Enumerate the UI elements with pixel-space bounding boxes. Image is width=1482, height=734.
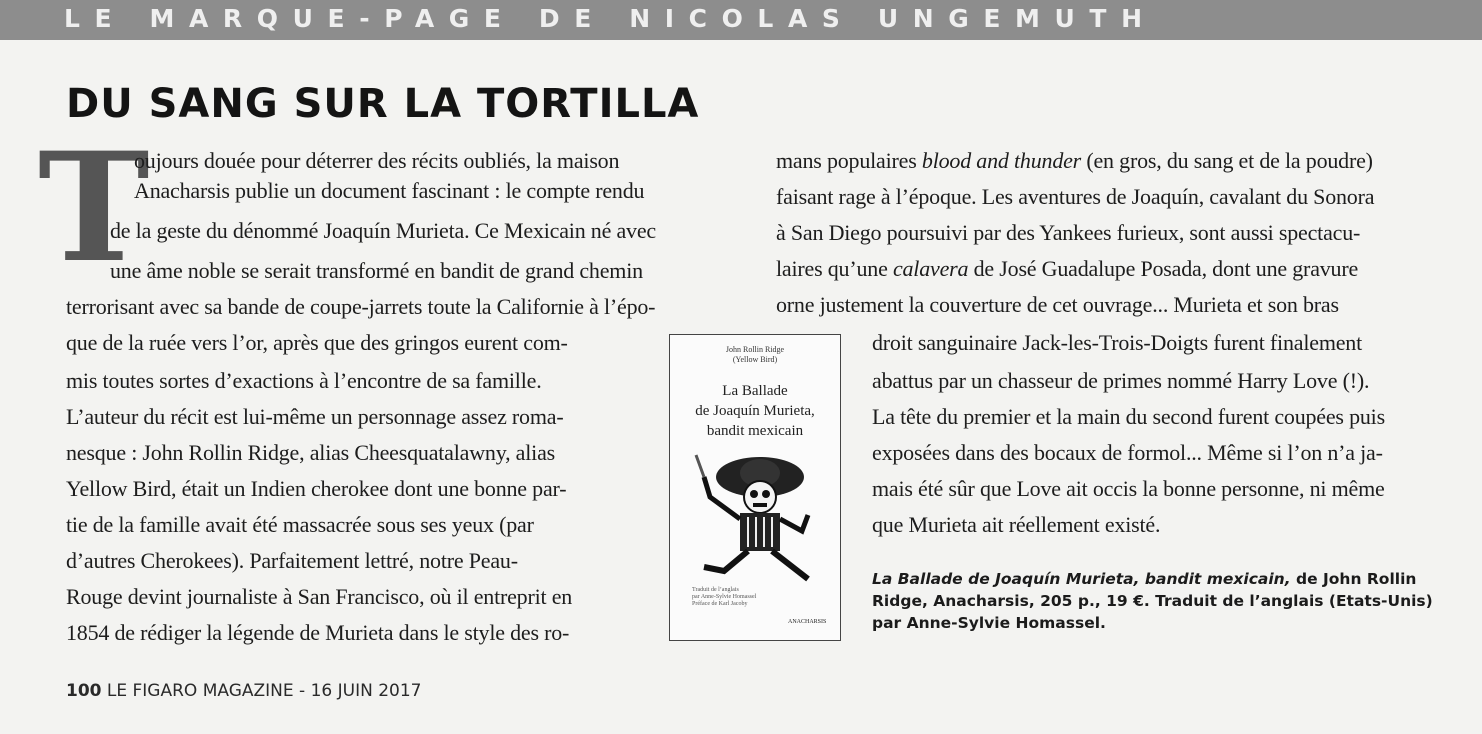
publication-info: LE FIGARO MAGAZINE - 16 JUIN 2017 xyxy=(101,681,422,701)
body-line: L’auteur du récit est lui-même un personnage assez roma- xyxy=(66,404,564,429)
body-line: 1854 de rédiger la légende de Murieta dans le style des ro- xyxy=(66,620,570,645)
drop-cap: T xyxy=(38,120,150,296)
body-line: que Murieta ait réellement existé. xyxy=(872,512,1161,537)
body-line: une âme noble se serait transformé en bandit de grand chemin xyxy=(110,258,643,283)
body-line: de la geste du dénommé Joaquín Murieta. Ce Mexicain né avec xyxy=(110,218,656,243)
body-line: que de la ruée vers l’or, après que des gringos eurent com- xyxy=(66,330,568,355)
body-line: Yellow Bird, était un Indien cherokee dont une bonne par- xyxy=(66,476,567,501)
page-footer xyxy=(66,680,421,702)
calavera-illustration xyxy=(690,447,820,585)
body-line: abattus par un chasseur de primes nommé Harry Love (!). xyxy=(872,368,1370,393)
cover-credits: Traduit de l’anglais par Anne-Sylvie Homassel Préface de Karl Jacoby xyxy=(692,587,757,607)
banner-title: LE MARQUE-PAGE DE NICOLAS UNGEMUTH xyxy=(64,4,1157,33)
body-line: mans populaires blood and thunder (en gros, du sang et de la poudre) xyxy=(776,148,1373,173)
body-line: faisant rage à l’époque. Les aventures de Joaquín, cavalant du Sonora xyxy=(776,184,1375,209)
body-line: Anacharsis publie un document fascinant : le compte rendu xyxy=(134,178,645,203)
body-line: exposées dans des bocaux de formol... Même si l’on n’a ja- xyxy=(872,440,1383,465)
body-line: oujours douée pour déterrer des récits oubliés, la maison xyxy=(134,148,620,173)
body-line: laires qu’une calavera de José Guadalupe Posada, dont une gravure xyxy=(776,256,1359,281)
body-line: mis toutes sortes d’exactions à l’encontre de sa famille. xyxy=(66,368,542,393)
body-line: orne justement la couverture de cet ouvrage... Murieta et son bras xyxy=(776,292,1339,317)
body-line: Rouge devint journaliste à San Francisco, où il entreprit en xyxy=(66,584,573,609)
page-number: 100 xyxy=(66,681,102,701)
section-banner xyxy=(0,0,1482,40)
publisher-logo: ANACHARSIS xyxy=(788,619,827,625)
book-reference: La Ballade de Joaquín Murieta, bandit mexicain, de John Rollin Ridge, Anacharsis, 205 p., 19 €. Traduit de l’anglais (Etats-Unis) par Anne-Sylvie Homassel. xyxy=(872,570,1433,632)
body-line: tie de la famille avait été massacrée sous ses yeux (par xyxy=(66,512,534,537)
body-line: mais été sûr que Love ait occis la bonne personne, ni même xyxy=(872,476,1385,501)
body-line: à San Diego poursuivi par des Yankees furieux, sont aussi spectacu- xyxy=(776,220,1361,245)
cover-title: La Ballade de Joaquín Murieta, bandit mexicain xyxy=(695,383,815,439)
article-headline: DU SANG SUR LA TORTILLA xyxy=(66,81,700,127)
body-line: droit sanguinaire Jack-les-Trois-Doigts furent finalement xyxy=(872,330,1363,355)
body-line: nesque : John Rollin Ridge, alias Cheesquatalawny, alias xyxy=(66,440,555,465)
body-line: La tête du premier et la main du second furent coupées puis xyxy=(872,404,1385,429)
body-line: terrorisant avec sa bande de coupe-jarrets toute la Californie à l’épo- xyxy=(66,294,656,319)
body-line: d’autres Cherokees). Parfaitement lettré, notre Peau- xyxy=(66,548,518,573)
cover-author: John Rollin Ridge (Yellow Bird) xyxy=(725,345,785,364)
book-cover xyxy=(669,334,841,641)
